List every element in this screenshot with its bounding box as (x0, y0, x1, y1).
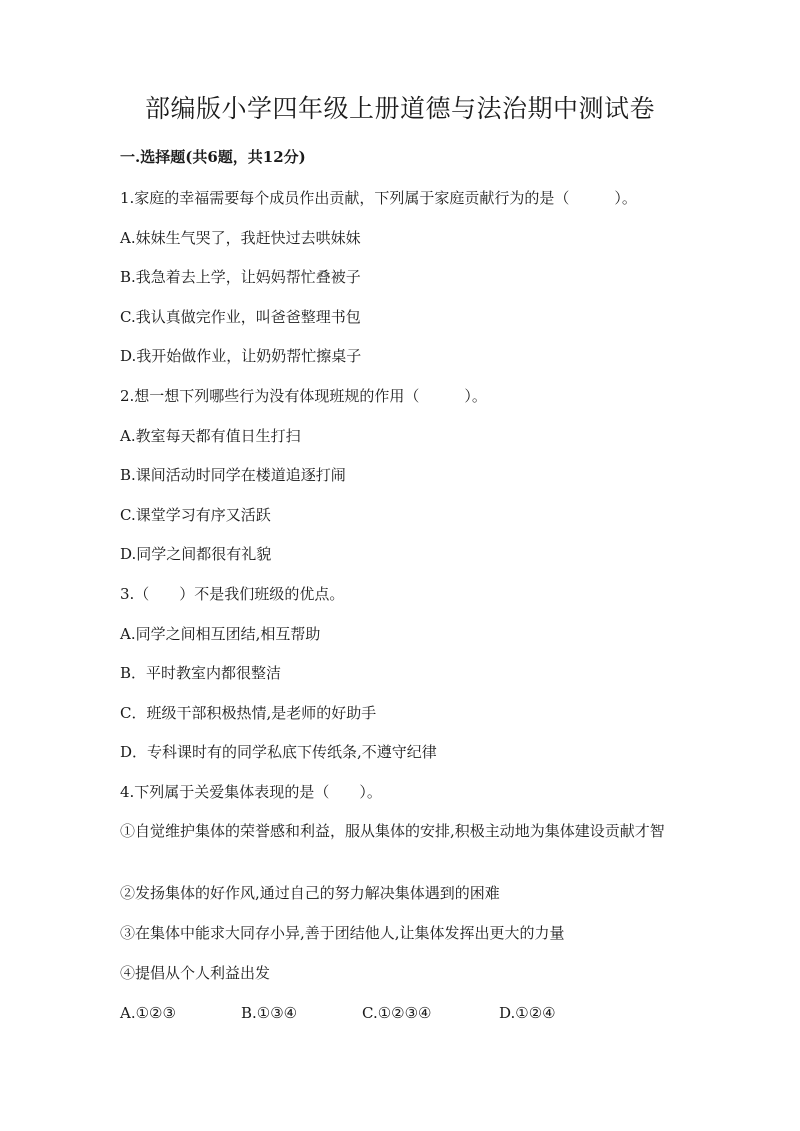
question-4-option-b: B.①③④ (241, 1004, 298, 1022)
question-3-option-d: D．专科课时有的同学私底下传纸条,不遵守纪律 (120, 743, 437, 761)
question-4-statement-4: ④提倡从个人利益出发 (120, 964, 271, 982)
question-4-statement-3: ③在集体中能求大同存小异,善于团结他人,让集体发挥出更大的力量 (120, 924, 565, 942)
question-4-statement-1: ①自觉维护集体的荣誉感和利益，服从集体的安排,积极主动地为集体建设贡献才智 (120, 822, 665, 840)
question-4-statement-2: ②发扬集体的好作风,通过自己的努力解决集体遇到的困难 (120, 884, 500, 902)
question-2-option-b: B.课间活动时同学在楼道追逐打闹 (120, 466, 346, 484)
question-3-option-c: C．班级干部积极热情,是老师的好助手 (120, 704, 377, 722)
question-2-option-c: C.课堂学习有序又活跃 (120, 506, 271, 524)
question-1-option-c: C.我认真做完作业，叫爸爸整理书包 (120, 308, 361, 326)
question-1-stem: 1.家庭的幸福需要每个成员作出贡献，下列属于家庭贡献行为的是（ ）。 (120, 189, 637, 207)
question-2-option-a: A.教室每天都有值日生打扫 (120, 427, 301, 445)
section-heading: 一.选择题(共6题，共12分) (120, 148, 306, 166)
question-3-option-a: A.同学之间相互团结,相互帮助 (120, 625, 321, 643)
page-title: 部编版小学四年级上册道德与法治期中测试卷 (144, 94, 655, 123)
question-1-option-b: B.我急着去上学，让妈妈帮忙叠被子 (120, 268, 361, 286)
question-4-option-a: A.①②③ (120, 1004, 176, 1022)
question-2-stem: 2.想一想下列哪些行为没有体现班规的作用（ ）。 (120, 387, 487, 405)
question-1-option-d: D.我开始做作业，让奶奶帮忙擦桌子 (120, 347, 362, 365)
question-3-stem: 3.（ ）不是我们班级的优点。 (120, 585, 345, 603)
question-4-option-c: C.①②③④ (362, 1004, 432, 1022)
question-2-option-d: D.同学之间都很有礼貌 (120, 545, 272, 563)
question-4-options (120, 1002, 680, 1024)
question-4-option-d: D.①②④ (499, 1004, 556, 1022)
question-3-option-b: B．平时教室内都很整洁 (120, 664, 282, 682)
question-4-stem: 4.下列属于关爱集体表现的是（ ）。 (120, 783, 382, 801)
question-1-option-a: A.妹妹生气哭了，我赶快过去哄妹妹 (120, 229, 361, 247)
